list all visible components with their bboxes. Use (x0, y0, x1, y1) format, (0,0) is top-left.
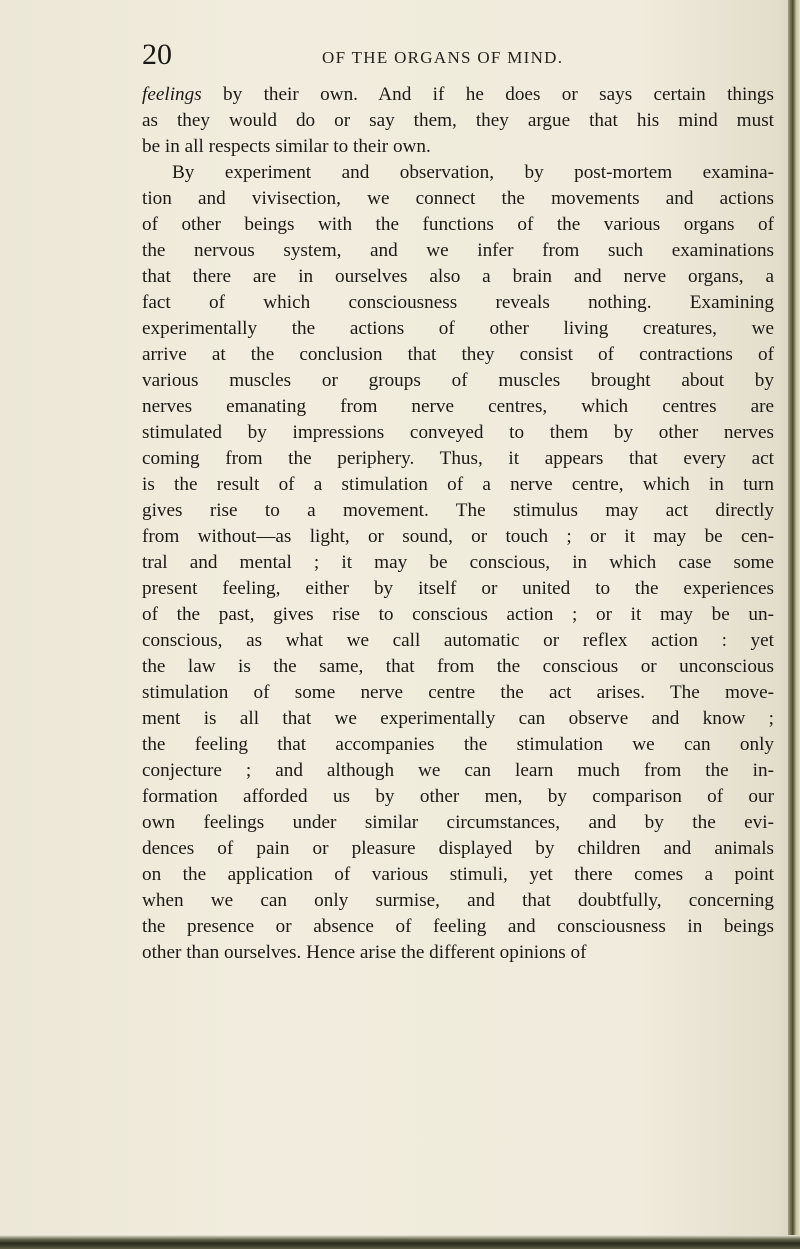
page-header (142, 38, 782, 78)
text-line: is the result of a stimulation of a nerve centre, which in turn (142, 474, 774, 495)
text-line: on the application of various stimuli, yet there comes a point (142, 864, 774, 885)
text-line: when we can only surmise, and that doubtfully, concerning (142, 890, 774, 911)
text-line: of the past, gives rise to conscious action ; or it may be un- (142, 604, 774, 625)
text-line: tral and mental ; it may be conscious, in which case some (142, 552, 774, 573)
text-line: stimulation of some nerve centre the act arises. The move- (142, 682, 774, 703)
text-line: other than ourselves. Hence arise the different opinions of (142, 942, 587, 963)
text-line: coming from the periphery. Thus, it appears that every act (142, 448, 774, 469)
italic-word: feelings (142, 84, 202, 105)
text-line (142, 82, 774, 108)
text-line: tion and vivisection, we connect the movements and actions (142, 188, 774, 209)
page-number: 20 (142, 38, 172, 71)
text-line: from without—as light, or sound, or touch ; or it may be cen- (142, 526, 774, 547)
text-line: experimentally the actions of other living creatures, we (142, 318, 774, 339)
text-line: conjecture ; and although we can learn much from the in- (142, 760, 774, 781)
text-line: ment is all that we experimentally can observe and know ; (142, 708, 774, 729)
text-line: as they would do or say them, they argue that his mind must (142, 110, 774, 131)
text-line: that there are in ourselves also a brain and nerve organs, a (142, 266, 774, 287)
text-line: nerves emanating from nerve centres, which centres are (142, 396, 774, 417)
body-text (142, 82, 774, 966)
text-line: conscious, as what we call automatic or reflex action : yet (142, 630, 774, 651)
text-line: own feelings under similar circumstances, and by the evi- (142, 812, 774, 833)
text-line: the law is the same, that from the conscious or unconscious (142, 656, 774, 677)
running-head: OF THE ORGANS OF MIND. (322, 48, 564, 67)
text-line: fact of which consciousness reveals nothing. Examining (142, 292, 774, 313)
text-line: present feeling, either by itself or united to the experiences (142, 578, 774, 599)
text-line: the presence or absence of feeling and consciousness in beings (142, 916, 774, 937)
text-line: be in all respects similar to their own. (142, 136, 431, 157)
text-line: of other beings with the functions of the various organs of (142, 214, 774, 235)
text-line: gives rise to a movement. The stimulus may act directly (142, 500, 774, 521)
text-line: formation afforded us by other men, by comparison of our (142, 786, 774, 807)
text-line: arrive at the conclusion that they consist of contractions of (142, 344, 774, 365)
text-line: By experiment and observation, by post-mortem examina- (172, 162, 774, 183)
page-edge-right (788, 0, 800, 1249)
text-line: the feeling that accompanies the stimulation we can only (142, 734, 774, 755)
text-line: various muscles or groups of muscles brought about by (142, 370, 774, 391)
text-line: the nervous system, and we infer from such examinations (142, 240, 774, 261)
page-edge-bottom (0, 1235, 800, 1249)
text-line: dences of pain or pleasure displayed by children and animals (142, 838, 774, 859)
text-line: stimulated by impressions conveyed to them by other nerves (142, 422, 774, 443)
text-line-rest: by their own. And if he does or says certain things (201, 84, 774, 105)
